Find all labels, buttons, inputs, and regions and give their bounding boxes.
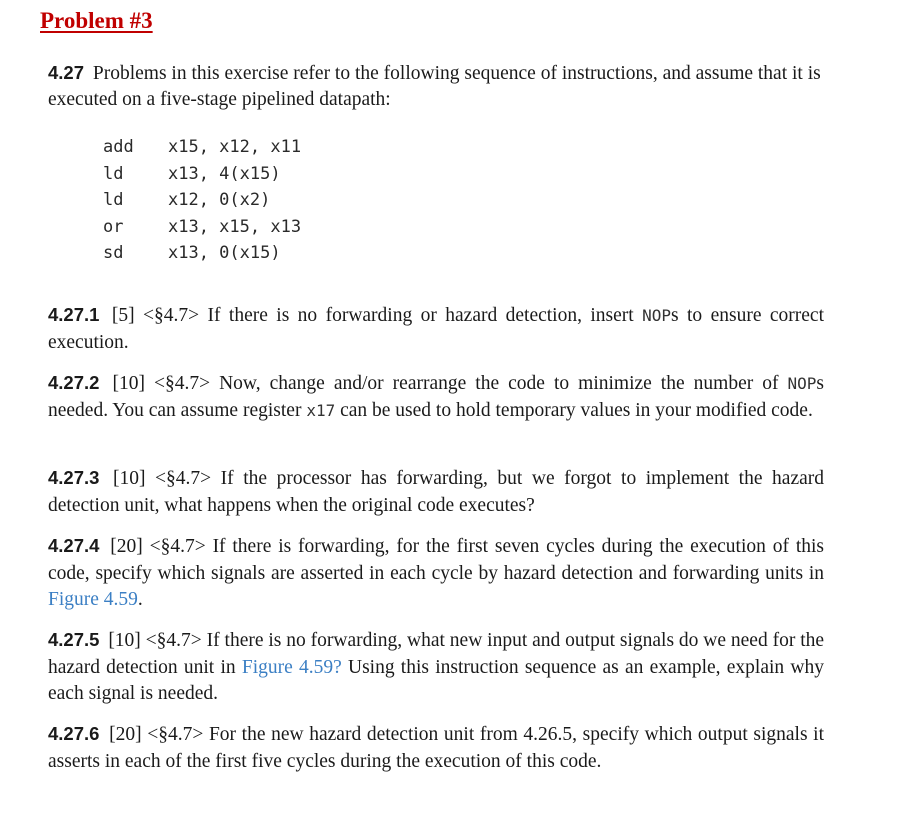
figure-link[interactable]: Figure 4.59	[48, 589, 138, 610]
code-term: x17	[306, 400, 336, 420]
question-4-27-2	[48, 370, 824, 424]
question-text: Using this instruction sequence as an example, explain why each signal is needed.	[48, 656, 824, 704]
question-4-27-6	[48, 721, 824, 775]
question-text: [20] <§4.7> For the new hazard detection unit from 4.26.5, specify which output signals it asserts in each of the first five cycles during the execution of this code.	[48, 724, 825, 772]
operands: x15, x12, x11	[168, 137, 302, 157]
question-text: s to ensure correct execution.	[48, 305, 824, 353]
opcode: or	[103, 216, 124, 237]
instruction-line	[103, 134, 301, 161]
operands: x13, x15, x13	[168, 216, 302, 237]
question-text: [20] <§4.7> If there is forwarding, for the first seven cycles during the execution of this code, specify which signals are asserted in each cycle by hazard detection and forwarding units in	[48, 536, 824, 584]
question-number: 4.27.1	[48, 304, 100, 325]
question-4-27-3	[48, 465, 824, 519]
question-text: [10] <§4.7> If the processor has forwarding, but we forgot to implement the hazard detection unit, what happens when the original code executes?	[48, 468, 825, 516]
exercise-number: 4.27	[48, 62, 85, 83]
instruction-line	[103, 240, 301, 267]
instruction-listing	[103, 134, 301, 267]
question-number: 4.27.4	[48, 535, 100, 556]
exercise-intro-text: Problems in this exercise refer to the following sequence of instructions, and assume that it is executed on a five-stage pipelined datapath:	[48, 63, 821, 110]
code-term: NOP	[787, 374, 817, 393]
question-text: s needed. You can assume register	[48, 373, 824, 421]
exercise-intro	[48, 60, 848, 113]
opcode: sd	[103, 243, 124, 263]
question-4-27-1	[48, 302, 824, 356]
opcode: ld	[103, 190, 124, 210]
question-4-27-4	[48, 533, 824, 614]
code-term: NOP	[642, 306, 672, 325]
operands: x12, 0(x2)	[168, 190, 271, 210]
question-4-27-5	[48, 627, 824, 708]
question-text: can be used to hold temporary values in your modified code.	[335, 399, 813, 421]
question-text: .	[137, 589, 143, 610]
operands: x13, 4(x15)	[168, 163, 281, 184]
question-text: [10] <§4.7> If there is no forwarding, what new input and output signals do we need for the hazard detection unit in	[48, 630, 825, 678]
opcode: add	[103, 137, 134, 157]
question-text: [10] <§4.7> Now, change and/or rearrange the code to minimize the number of	[112, 373, 788, 394]
question-text: [5] <§4.7> If there is no forwarding or hazard detection, insert	[111, 305, 643, 326]
question-number: 4.27.3	[48, 467, 100, 488]
problem-heading: Problem #3	[40, 8, 153, 33]
instruction-line	[103, 214, 301, 241]
figure-link[interactable]: Figure 4.59?	[241, 656, 342, 678]
instruction-line	[103, 187, 301, 214]
question-number: 4.27.2	[48, 372, 100, 393]
operands: x13, 0(x15)	[168, 243, 281, 263]
question-number: 4.27.6	[48, 723, 100, 744]
question-number: 4.27.5	[48, 629, 100, 650]
opcode: ld	[103, 163, 124, 184]
instruction-line	[103, 161, 301, 188]
